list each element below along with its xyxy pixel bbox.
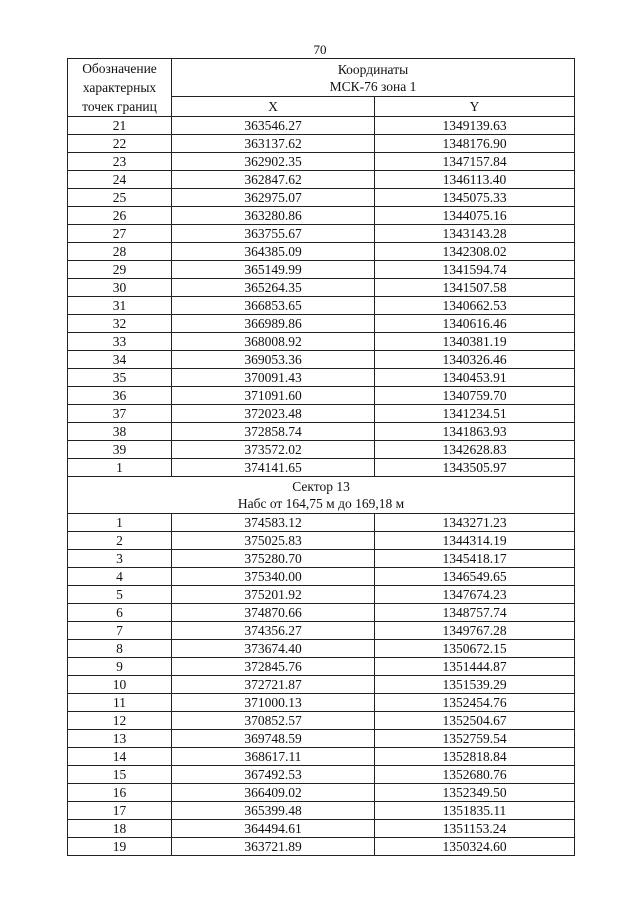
- x-coordinate-cell: 371000.13: [172, 694, 375, 712]
- x-coordinate-cell: 374356.27: [172, 622, 375, 640]
- x-coordinate-cell: 364494.61: [172, 820, 375, 838]
- designation-header-line1: Обозначение: [82, 61, 157, 76]
- table-row: [68, 333, 575, 351]
- table-row: [68, 586, 575, 604]
- y-coordinate-cell: 1352818.84: [375, 748, 575, 766]
- point-number-cell: 6: [68, 604, 172, 622]
- table-header-row: [68, 59, 575, 97]
- x-coordinate-cell: 363755.67: [172, 225, 375, 243]
- x-coordinate-cell: 372858.74: [172, 423, 375, 441]
- x-coordinate-cell: 363721.89: [172, 838, 375, 856]
- y-coordinate-cell: 1348757.74: [375, 604, 575, 622]
- x-coordinate-cell: 375280.70: [172, 550, 375, 568]
- y-coordinate-cell: 1351835.11: [375, 802, 575, 820]
- x-coordinate-cell: 365399.48: [172, 802, 375, 820]
- x-coordinate-cell: 365149.99: [172, 261, 375, 279]
- y-coordinate-cell: 1341234.51: [375, 405, 575, 423]
- y-coordinate-cell: 1344314.19: [375, 532, 575, 550]
- table-row: [68, 279, 575, 297]
- point-number-cell: 1: [68, 459, 172, 477]
- table-row: [68, 225, 575, 243]
- x-coordinate-cell: 374583.12: [172, 514, 375, 532]
- point-number-cell: 35: [68, 369, 172, 387]
- x-coordinate-cell: 373674.40: [172, 640, 375, 658]
- y-coordinate-cell: 1340326.46: [375, 351, 575, 369]
- x-coordinate-cell: 373572.02: [172, 441, 375, 459]
- point-number-cell: 16: [68, 784, 172, 802]
- x-coordinate-cell: 375025.83: [172, 532, 375, 550]
- x-coordinate-cell: 372023.48: [172, 405, 375, 423]
- y-coordinate-cell: 1340453.91: [375, 369, 575, 387]
- point-number-cell: 29: [68, 261, 172, 279]
- y-coordinate-cell: 1340381.19: [375, 333, 575, 351]
- page-number: 70: [313, 42, 327, 57]
- table-row: [68, 243, 575, 261]
- y-coordinate-cell: 1340662.53: [375, 297, 575, 315]
- x-coordinate-cell: 369748.59: [172, 730, 375, 748]
- point-number-cell: 31: [68, 297, 172, 315]
- coordinates-table: [67, 58, 575, 856]
- x-coordinate-cell: 374141.65: [172, 459, 375, 477]
- y-coordinate-cell: 1349139.63: [375, 117, 575, 135]
- table-row: [68, 207, 575, 225]
- point-number-cell: 39: [68, 441, 172, 459]
- designation-header-line2: характерных: [82, 80, 157, 95]
- point-number-cell: 14: [68, 748, 172, 766]
- table-row: [68, 784, 575, 802]
- x-coordinate-cell: 362975.07: [172, 189, 375, 207]
- x-column-header: X: [172, 97, 375, 117]
- table-row: [68, 838, 575, 856]
- table-row: [68, 261, 575, 279]
- point-number-cell: 9: [68, 658, 172, 676]
- table-row: [68, 568, 575, 586]
- table-row: [68, 117, 575, 135]
- sector-subtitle: Набс от 164,75 м до 169,18 м: [237, 496, 405, 511]
- point-number-cell: 27: [68, 225, 172, 243]
- coordinates-header-line2: МСК-76 зона 1: [329, 78, 417, 94]
- x-coordinate-cell: 363280.86: [172, 207, 375, 225]
- y-coordinate-cell: 1345075.33: [375, 189, 575, 207]
- y-coordinate-cell: 1341507.58: [375, 279, 575, 297]
- table-row: [68, 748, 575, 766]
- designation-header: [68, 59, 172, 117]
- point-number-cell: 7: [68, 622, 172, 640]
- y-coordinate-cell: 1352504.67: [375, 712, 575, 730]
- point-number-cell: 26: [68, 207, 172, 225]
- point-number-cell: 12: [68, 712, 172, 730]
- y-coordinate-cell: 1343143.28: [375, 225, 575, 243]
- y-coordinate-cell: 1347674.23: [375, 586, 575, 604]
- y-coordinate-cell: 1352759.54: [375, 730, 575, 748]
- point-number-cell: 34: [68, 351, 172, 369]
- table-row: [68, 604, 575, 622]
- point-number-cell: 5: [68, 586, 172, 604]
- x-coordinate-cell: 362847.62: [172, 171, 375, 189]
- y-coordinate-cell: 1350324.60: [375, 838, 575, 856]
- table-row: [68, 423, 575, 441]
- table-row: [68, 622, 575, 640]
- y-coordinate-cell: 1351539.29: [375, 676, 575, 694]
- point-number-cell: 25: [68, 189, 172, 207]
- point-number-cell: 37: [68, 405, 172, 423]
- table-row: [68, 153, 575, 171]
- x-coordinate-cell: 370852.57: [172, 712, 375, 730]
- y-coordinate-cell: 1342628.83: [375, 441, 575, 459]
- table-row: [68, 135, 575, 153]
- point-number-cell: 13: [68, 730, 172, 748]
- y-coordinate-cell: 1346113.40: [375, 171, 575, 189]
- point-number-cell: 2: [68, 532, 172, 550]
- point-number-cell: 4: [68, 568, 172, 586]
- y-coordinate-cell: 1352454.76: [375, 694, 575, 712]
- coordinates-header-line1: Координаты: [337, 61, 409, 77]
- table-row: [68, 658, 575, 676]
- table-row: [68, 189, 575, 207]
- table-row: [68, 441, 575, 459]
- x-coordinate-cell: 374870.66: [172, 604, 375, 622]
- table-row: [68, 514, 575, 532]
- point-number-cell: 30: [68, 279, 172, 297]
- y-coordinate-cell: 1342308.02: [375, 243, 575, 261]
- table-row: [68, 171, 575, 189]
- x-coordinate-cell: 375201.92: [172, 586, 375, 604]
- point-number-cell: 17: [68, 802, 172, 820]
- y-coordinate-cell: 1347157.84: [375, 153, 575, 171]
- y-coordinate-cell: 1352349.50: [375, 784, 575, 802]
- point-number-cell: 15: [68, 766, 172, 784]
- x-coordinate-cell: 364385.09: [172, 243, 375, 261]
- y-coordinate-cell: 1352680.76: [375, 766, 575, 784]
- x-coordinate-cell: 362902.35: [172, 153, 375, 171]
- table-row: [68, 297, 575, 315]
- table-row: [68, 730, 575, 748]
- table-row: [68, 369, 575, 387]
- point-number-cell: 1: [68, 514, 172, 532]
- point-number-cell: 10: [68, 676, 172, 694]
- table-row: [68, 459, 575, 477]
- y-coordinate-cell: 1341594.74: [375, 261, 575, 279]
- table-row: [68, 640, 575, 658]
- x-coordinate-cell: 363546.27: [172, 117, 375, 135]
- point-number-cell: 32: [68, 315, 172, 333]
- x-coordinate-cell: 368008.92: [172, 333, 375, 351]
- y-coordinate-cell: 1340616.46: [375, 315, 575, 333]
- table-row: [68, 676, 575, 694]
- point-number-cell: 36: [68, 387, 172, 405]
- point-number-cell: 3: [68, 550, 172, 568]
- y-coordinate-cell: 1341863.93: [375, 423, 575, 441]
- x-coordinate-cell: 375340.00: [172, 568, 375, 586]
- x-coordinate-cell: 369053.36: [172, 351, 375, 369]
- sector-row: [68, 477, 575, 514]
- y-column-header: Y: [375, 97, 575, 117]
- table-row: [68, 387, 575, 405]
- x-coordinate-cell: 367492.53: [172, 766, 375, 784]
- x-coordinate-cell: 368617.11: [172, 748, 375, 766]
- table-row: [68, 712, 575, 730]
- y-coordinate-cell: 1351444.87: [375, 658, 575, 676]
- x-coordinate-cell: 363137.62: [172, 135, 375, 153]
- x-coordinate-cell: 371091.60: [172, 387, 375, 405]
- table-row: [68, 694, 575, 712]
- table-row: [68, 550, 575, 568]
- point-number-cell: 24: [68, 171, 172, 189]
- coordinates-header: [172, 59, 575, 97]
- table-row: [68, 405, 575, 423]
- point-number-cell: 38: [68, 423, 172, 441]
- y-coordinate-cell: 1350672.15: [375, 640, 575, 658]
- designation-header-line3: точек границ: [82, 99, 157, 114]
- x-coordinate-cell: 366409.02: [172, 784, 375, 802]
- point-number-cell: 18: [68, 820, 172, 838]
- y-coordinate-cell: 1349767.28: [375, 622, 575, 640]
- x-coordinate-cell: 372721.87: [172, 676, 375, 694]
- table-row: [68, 532, 575, 550]
- point-number-cell: 23: [68, 153, 172, 171]
- point-number-cell: 8: [68, 640, 172, 658]
- x-coordinate-cell: 370091.43: [172, 369, 375, 387]
- x-coordinate-cell: 366989.86: [172, 315, 375, 333]
- y-coordinate-cell: 1340759.70: [375, 387, 575, 405]
- point-number-cell: 21: [68, 117, 172, 135]
- sector-caption: [68, 477, 575, 514]
- x-coordinate-cell: 366853.65: [172, 297, 375, 315]
- y-coordinate-cell: 1343505.97: [375, 459, 575, 477]
- point-number-cell: 22: [68, 135, 172, 153]
- sector-title: Сектор 13: [292, 479, 350, 494]
- x-coordinate-cell: 372845.76: [172, 658, 375, 676]
- y-coordinate-cell: 1351153.24: [375, 820, 575, 838]
- y-coordinate-cell: 1344075.16: [375, 207, 575, 225]
- point-number-cell: 28: [68, 243, 172, 261]
- x-coordinate-cell: 365264.35: [172, 279, 375, 297]
- y-coordinate-cell: 1348176.90: [375, 135, 575, 153]
- point-number-cell: 11: [68, 694, 172, 712]
- point-number-cell: 19: [68, 838, 172, 856]
- table-row: [68, 315, 575, 333]
- table-row: [68, 351, 575, 369]
- table-row: [68, 820, 575, 838]
- table-row: [68, 802, 575, 820]
- table-row: [68, 766, 575, 784]
- y-coordinate-cell: 1345418.17: [375, 550, 575, 568]
- point-number-cell: 33: [68, 333, 172, 351]
- y-coordinate-cell: 1343271.23: [375, 514, 575, 532]
- y-coordinate-cell: 1346549.65: [375, 568, 575, 586]
